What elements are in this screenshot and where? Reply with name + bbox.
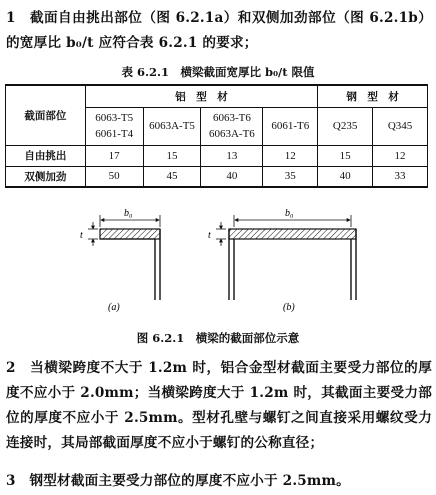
- value-cell: 17: [85, 145, 143, 166]
- grade-cell: 6063A-T5: [143, 107, 201, 145]
- grade-cell: Q235: [318, 107, 373, 145]
- value-cell: 12: [373, 145, 428, 166]
- t-label: t: [80, 230, 83, 241]
- b0-label: b₀: [285, 208, 294, 219]
- hatched-flange: [229, 229, 356, 239]
- value-cell: 40: [201, 166, 263, 187]
- row-label: 自由挑出: [6, 145, 86, 166]
- table-row: [6, 145, 428, 166]
- value-cell: 45: [143, 166, 201, 187]
- grade-cell: 6063-T6 6063A-T6: [201, 107, 263, 145]
- value-cell: 40: [318, 166, 373, 187]
- row-label: 双侧加劲: [6, 166, 86, 187]
- grade-cell: 6063-T5 6061-T4: [85, 107, 143, 145]
- value-cell: 15: [143, 145, 201, 166]
- header-aluminum: 铝 型 材: [85, 85, 318, 107]
- section-diagram: [0, 200, 436, 320]
- header-section-part: 截面部位: [6, 85, 86, 145]
- table-caption: 表 6.2.1 横梁截面宽厚比 b₀/t 限值: [121, 65, 315, 79]
- value-cell: 50: [85, 166, 143, 187]
- figure-caption: 图 6.2.1 横梁的截面部位示意: [136, 331, 300, 345]
- t-label: t: [208, 230, 211, 241]
- b0-label: b₀: [124, 208, 133, 219]
- value-cell: 12: [263, 145, 318, 166]
- width-thickness-table: [5, 84, 428, 188]
- hatched-flange: [100, 229, 160, 239]
- table-row: [6, 166, 428, 187]
- value-cell: 13: [201, 145, 263, 166]
- figure-a: [80, 208, 160, 313]
- value-cell: 33: [373, 166, 428, 187]
- grade-cell: Q345: [373, 107, 428, 145]
- clause-2: 2 当横梁跨度不大于 1.2m 时，铝合金型材截面主要受力部位的厚度不应小于 2.0mm；当横梁跨度大于 1.2m 时，其截面主要受力部位的厚度不应小于 2.5mm。型材孔壁与螺钉之间直接采用螺纹受力连接时，其局部截面厚度不应小于螺钉的公称直径；: [6, 360, 432, 451]
- value-cell: 35: [263, 166, 318, 187]
- subfigure-a-label: (a): [108, 302, 120, 313]
- grade-cell: 6061-T6: [263, 107, 318, 145]
- value-cell: 15: [318, 145, 373, 166]
- header-steel: 钢 型 材: [318, 85, 428, 107]
- clause-3: 3 钢型材截面主要受力部位的厚度不应小于 2.5mm。: [6, 473, 350, 489]
- subfigure-b-label: (b): [283, 302, 295, 313]
- figure-b: [208, 208, 356, 313]
- clause-1: 1 截面自由挑出部位（图 6.2.1a）和双侧加劲部位（图 6.2.1b）的宽厚比 b₀/t 应符合表 6.2.1 的要求；: [6, 10, 432, 51]
